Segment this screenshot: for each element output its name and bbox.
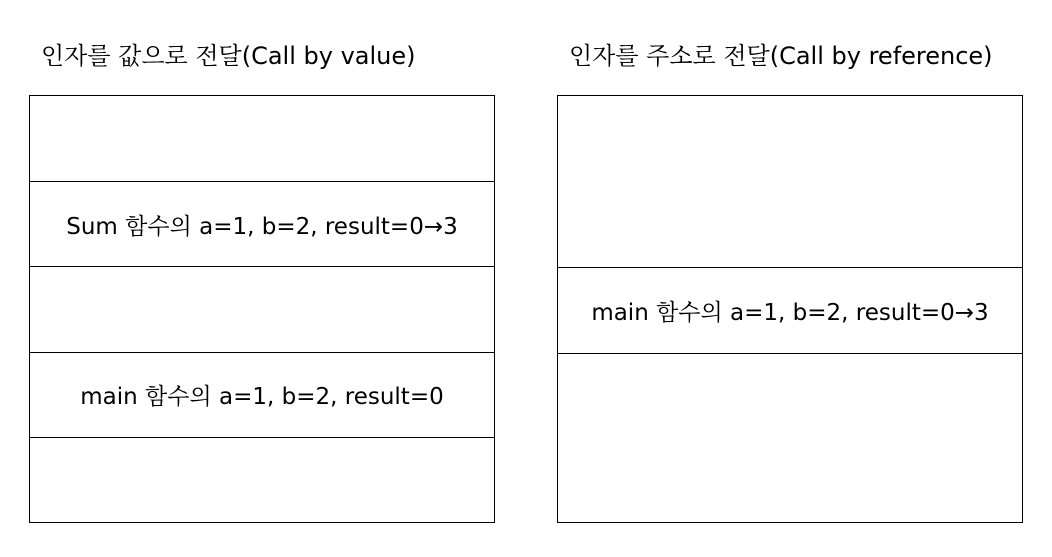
reference-stack-cell-empty-top bbox=[558, 96, 1022, 267]
call-by-value-stack bbox=[29, 95, 495, 523]
value-stack-cell-empty-bottom bbox=[30, 437, 494, 522]
value-stack-cell-empty-top bbox=[30, 96, 494, 181]
value-stack-cell-sum-frame: Sum 함수의 a=1, b=2, result=0→3 bbox=[30, 181, 494, 266]
value-stack-cell-empty-middle bbox=[30, 266, 494, 351]
call-by-value-title: 인자를 값으로 전달(Call by value) bbox=[41, 42, 416, 70]
reference-stack-cell-empty-bottom bbox=[558, 353, 1022, 522]
value-stack-cell-main-frame: main 함수의 a=1, b=2, result=0 bbox=[30, 352, 494, 437]
call-by-reference-title: 인자를 주소로 전달(Call by reference) bbox=[569, 42, 993, 70]
reference-stack-cell-main-frame: main 함수의 a=1, b=2, result=0→3 bbox=[558, 267, 1022, 353]
call-by-reference-stack bbox=[557, 95, 1023, 523]
